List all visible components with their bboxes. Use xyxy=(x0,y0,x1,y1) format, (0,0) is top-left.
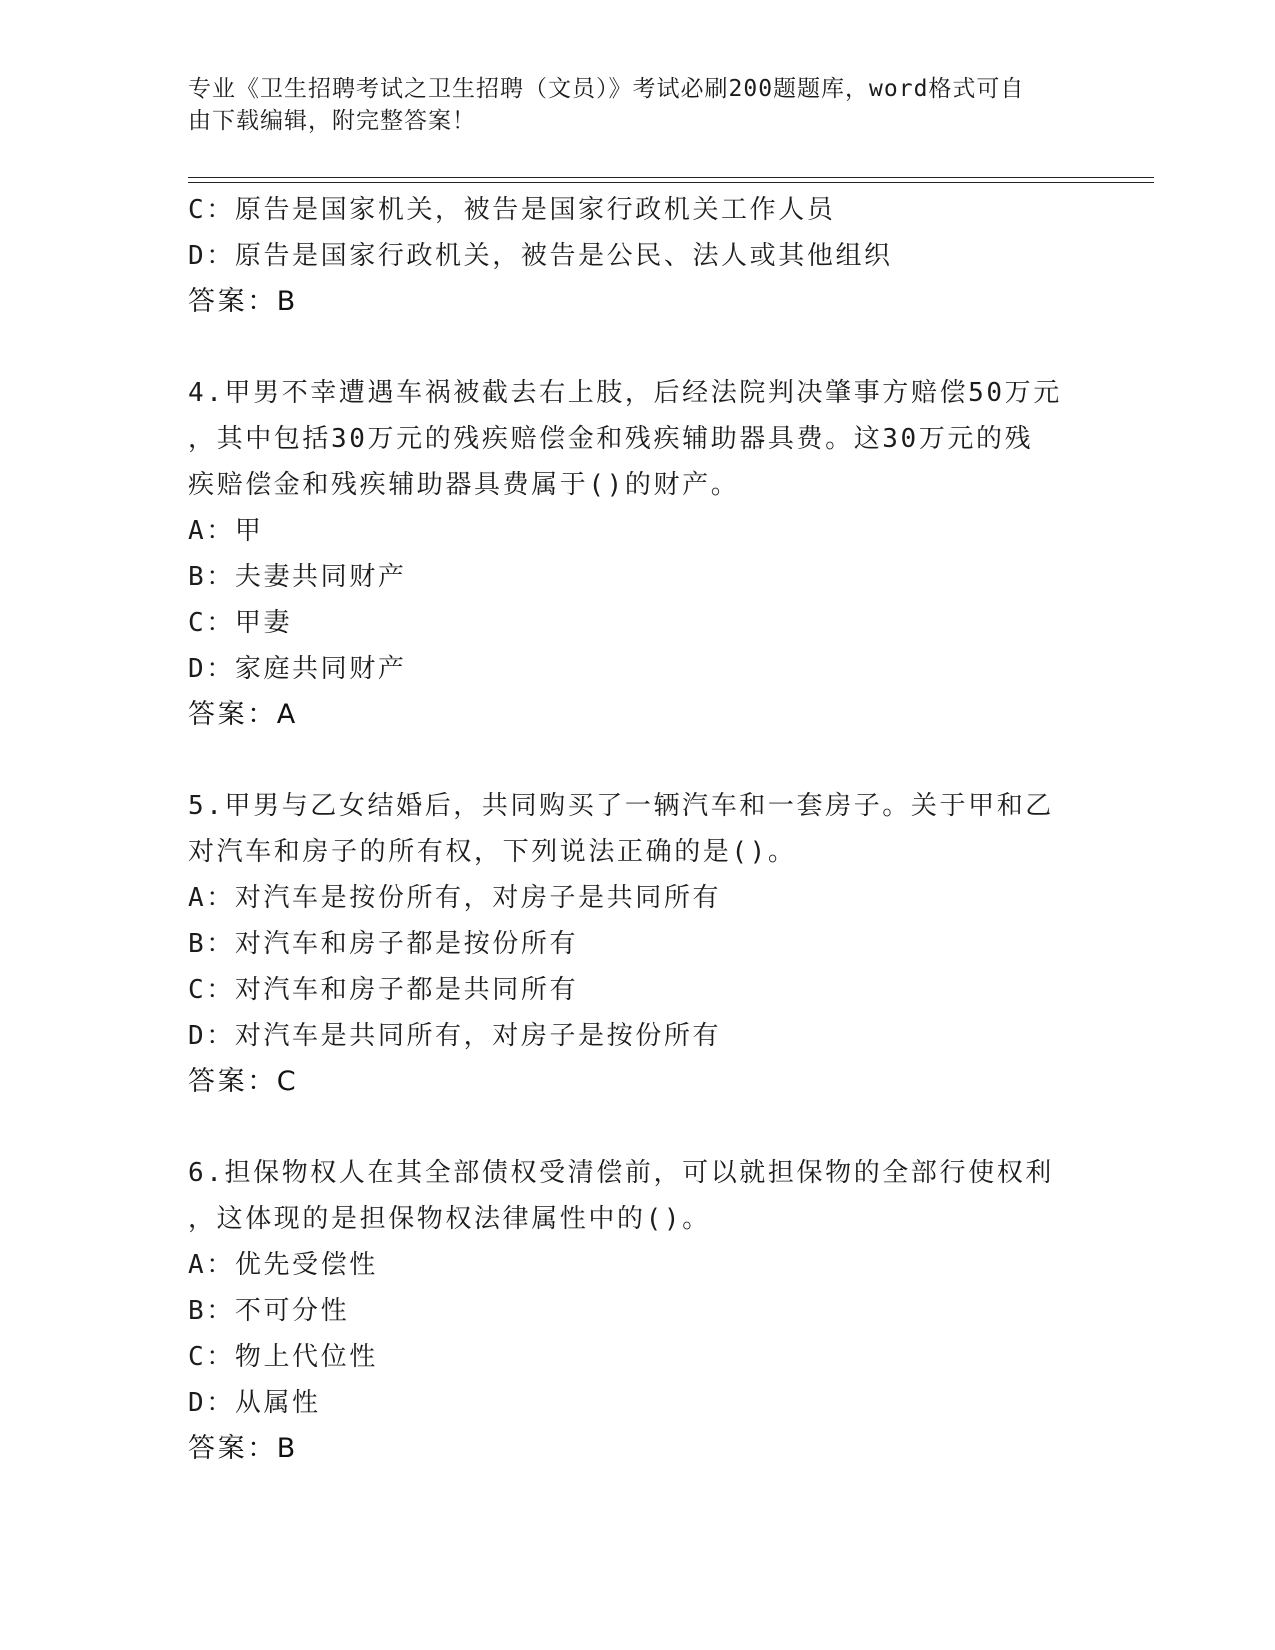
header-divider-top xyxy=(188,177,1154,178)
option-a: A：优先受偿性 xyxy=(188,1250,378,1280)
question-list xyxy=(188,187,1088,1472)
option-b: B：不可分性 xyxy=(188,1296,350,1326)
question-spacer xyxy=(188,1105,1088,1150)
option-d: D：对汽车是共同所有，对房子是按份所有 xyxy=(188,1021,722,1051)
option-b: B：夫妻共同财产 xyxy=(188,562,407,592)
option-d: D：从属性 xyxy=(188,1388,321,1418)
question-stem-line: 5.甲男与乙女结婚后，共同购买了一辆汽车和一套房子。关于甲和乙 xyxy=(188,791,1054,821)
question-stem-line: 4.甲男不幸遭遇车祸被截去右上肢，后经法院判决肇事方赔偿50万元 xyxy=(188,378,1062,408)
question-3-tail xyxy=(188,187,1088,325)
document-header xyxy=(188,73,1068,137)
option-d: D：原告是国家行政机关，被告是公民、法人或其他组织 xyxy=(188,241,893,271)
answer-line: 答案：A xyxy=(188,699,298,730)
question-spacer xyxy=(188,738,1088,783)
question-stem-line: ，其中包括30万元的残疾赔偿金和残疾辅助器具费。这30万元的残 xyxy=(188,424,1034,454)
answer-line: 答案：B xyxy=(188,1433,298,1464)
option-c: C：甲妻 xyxy=(188,608,293,638)
option-c: C：物上代位性 xyxy=(188,1342,378,1372)
header-line-1: 专业《卫生招聘考试之卫生招聘（文员）》考试必刷200题题库，word格式可自 xyxy=(188,76,1025,102)
question-stem-line: 疾赔偿金和残疾辅助器具费属于()的财产。 xyxy=(188,470,740,500)
option-a: A：甲 xyxy=(188,516,264,546)
question-4 xyxy=(188,370,1088,738)
header-divider-bottom xyxy=(188,182,1154,183)
option-d: D：家庭共同财产 xyxy=(188,654,407,684)
question-stem-line: 6.担保物权人在其全部债权受清偿前，可以就担保物的全部行使权利 xyxy=(188,1158,1054,1188)
option-a: A：对汽车是按份所有，对房子是共同所有 xyxy=(188,883,722,913)
question-6 xyxy=(188,1150,1088,1472)
header-line-2: 由下载编辑，附完整答案！ xyxy=(188,108,476,134)
question-5 xyxy=(188,783,1088,1105)
option-c: C：对汽车和房子都是共同所有 xyxy=(188,975,579,1005)
option-c: C：原告是国家机关，被告是国家行政机关工作人员 xyxy=(188,195,836,225)
question-spacer xyxy=(188,325,1088,370)
question-stem-line: ，这体现的是担保物权法律属性中的()。 xyxy=(188,1204,711,1234)
answer-line: 答案：C xyxy=(188,1066,299,1097)
answer-line: 答案：B xyxy=(188,286,298,317)
option-b: B：对汽车和房子都是按份所有 xyxy=(188,929,579,959)
question-stem-line: 对汽车和房子的所有权，下列说法正确的是()。 xyxy=(188,837,797,867)
